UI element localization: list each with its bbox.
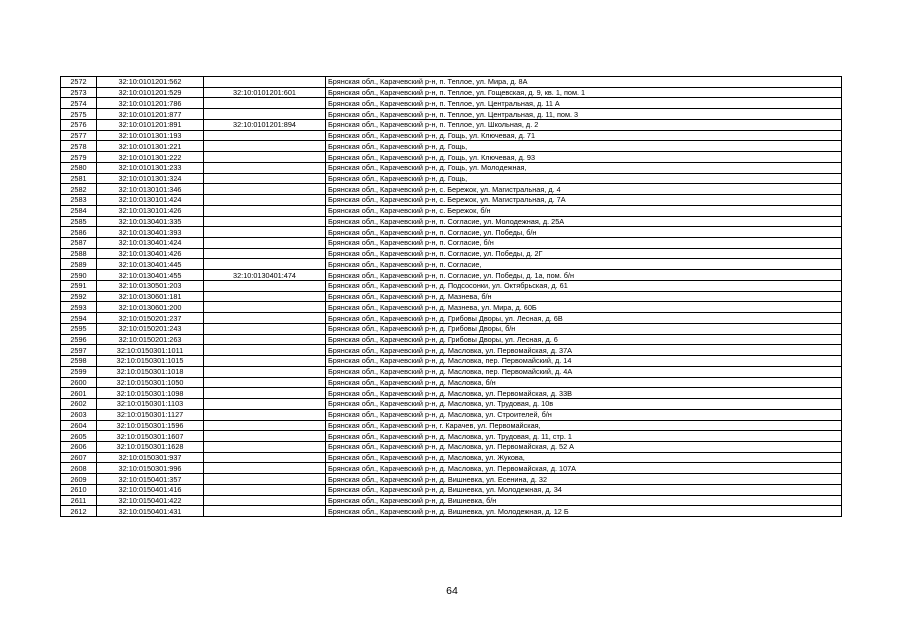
previous-cadastral-number-cell: [204, 280, 326, 291]
address-cell: Брянская обл., Карачевский р-н, д. Масловка, пер. Первомайский, д. 4А: [326, 366, 842, 377]
cadastral-number-cell: 32:10:0150301:1050: [97, 377, 204, 388]
row-number-cell: 2583: [61, 195, 97, 206]
row-number-cell: 2596: [61, 334, 97, 345]
address-cell: Брянская обл., Карачевский р-н, д. Масловка, б/н: [326, 377, 842, 388]
cadastral-number-cell: 32:10:0150301:1596: [97, 420, 204, 431]
previous-cadastral-number-cell: [204, 184, 326, 195]
address-cell: Брянская обл., Карачевский р-н, д. Масловка, ул. Первомайская, д. 37А: [326, 345, 842, 356]
previous-cadastral-number-cell: [204, 474, 326, 485]
cadastral-number-cell: 32:10:0150201:263: [97, 334, 204, 345]
row-number-cell: 2611: [61, 495, 97, 506]
cadastral-number-cell: 32:10:0130401:445: [97, 259, 204, 270]
table-row: [61, 195, 842, 206]
address-cell: Брянская обл., Карачевский р-н, п. Согласие, б/н: [326, 238, 842, 249]
row-number-cell: 2598: [61, 356, 97, 367]
address-cell: Брянская обл., Карачевский р-н, п. Теплое, ул. Мира, д. 8А: [326, 77, 842, 88]
row-number-cell: 2589: [61, 259, 97, 270]
previous-cadastral-number-cell: [204, 173, 326, 184]
table-row: [61, 152, 842, 163]
address-cell: Брянская обл., Карачевский р-н, д. Масловка, ул. Первомайская, д. 52 А: [326, 441, 842, 452]
row-number-cell: 2599: [61, 366, 97, 377]
address-cell: Брянская обл., Карачевский р-н, д. Вишневка, ул. Молодежная, д. 34: [326, 484, 842, 495]
address-cell: Брянская обл., Карачевский р-н, г. Карачев, ул. Первомайская,: [326, 420, 842, 431]
address-cell: Брянская обл., Карачевский р-н, д. Вишневка, ул. Есенина, д. 32: [326, 474, 842, 485]
address-cell: Брянская обл., Карачевский р-н, п. Согласие, ул. Победы, б/н: [326, 227, 842, 238]
previous-cadastral-number-cell: [204, 431, 326, 442]
address-cell: Брянская обл., Карачевский р-н, п. Согласие, ул. Победы, д. 2Г: [326, 248, 842, 259]
row-number-cell: 2584: [61, 205, 97, 216]
previous-cadastral-number-cell: [204, 195, 326, 206]
previous-cadastral-number-cell: [204, 109, 326, 120]
previous-cadastral-number-cell: [204, 441, 326, 452]
table-row: [61, 77, 842, 88]
previous-cadastral-number-cell: [204, 452, 326, 463]
cadastral-number-cell: 32:10:0101301:221: [97, 141, 204, 152]
address-cell: Брянская обл., Карачевский р-н, п. Теплое, ул. Центральная, д. 11, пом. 3: [326, 109, 842, 120]
previous-cadastral-number-cell: [204, 141, 326, 152]
table-row: [61, 141, 842, 152]
previous-cadastral-number-cell: [204, 216, 326, 227]
table-row: [61, 109, 842, 120]
cadastral-number-cell: 32:10:0101201:529: [97, 87, 204, 98]
cadastral-number-cell: 32:10:0150301:1015: [97, 356, 204, 367]
table-row: [61, 366, 842, 377]
previous-cadastral-number-cell: [204, 248, 326, 259]
cadastral-number-cell: 32:10:0101301:324: [97, 173, 204, 184]
row-number-cell: 2612: [61, 506, 97, 517]
cadastral-number-cell: 32:10:0130101:424: [97, 195, 204, 206]
cadastral-number-cell: 32:10:0150301:1018: [97, 366, 204, 377]
previous-cadastral-number-cell: [204, 463, 326, 474]
row-number-cell: 2575: [61, 109, 97, 120]
address-cell: Брянская обл., Карачевский р-н, д. Мазнева, б/н: [326, 291, 842, 302]
cadastral-number-cell: 32:10:0150401:422: [97, 495, 204, 506]
row-number-cell: 2574: [61, 98, 97, 109]
row-number-cell: 2587: [61, 238, 97, 249]
table-row: [61, 452, 842, 463]
table-row: [61, 173, 842, 184]
table-row: [61, 98, 842, 109]
table-row: [61, 119, 842, 130]
cadastral-number-cell: 32:10:0150301:1127: [97, 409, 204, 420]
address-cell: Брянская обл., Карачевский р-н, с. Бережок, ул. Магистральная, д. 4: [326, 184, 842, 195]
cadastral-number-cell: 32:10:0130401:424: [97, 238, 204, 249]
cadastral-number-cell: 32:10:0101201:891: [97, 119, 204, 130]
row-number-cell: 2572: [61, 77, 97, 88]
previous-cadastral-number-cell: [204, 334, 326, 345]
row-number-cell: 2580: [61, 162, 97, 173]
previous-cadastral-number-cell: 32:10:0101201:601: [204, 87, 326, 98]
table-row: [61, 334, 842, 345]
address-cell: Брянская обл., Карачевский р-н, с. Бережок, б/н: [326, 205, 842, 216]
table-row: [61, 291, 842, 302]
previous-cadastral-number-cell: [204, 366, 326, 377]
address-cell: Брянская обл., Карачевский р-н, д. Масловка, ул. Первомайская, д. 33В: [326, 388, 842, 399]
address-cell: Брянская обл., Карачевский р-н, д. Гощь, ул. Молодежная,: [326, 162, 842, 173]
cadastral-number-cell: 32:10:0130401:426: [97, 248, 204, 259]
cadastral-number-cell: 32:10:0101201:562: [97, 77, 204, 88]
cadastral-number-cell: 32:10:0101201:786: [97, 98, 204, 109]
previous-cadastral-number-cell: [204, 420, 326, 431]
table-row: [61, 474, 842, 485]
row-number-cell: 2577: [61, 130, 97, 141]
cadastral-number-cell: 32:10:0150401:431: [97, 506, 204, 517]
previous-cadastral-number-cell: [204, 323, 326, 334]
address-cell: Брянская обл., Карачевский р-н, п. Теплое, ул. Гощевская, д. 9, кв. 1, пом. 1: [326, 87, 842, 98]
address-cell: Брянская обл., Карачевский р-н, д. Гощь,: [326, 141, 842, 152]
cadastral-number-cell: 32:10:0130601:200: [97, 302, 204, 313]
table-row: [61, 205, 842, 216]
cadastral-number-cell: 32:10:0130401:335: [97, 216, 204, 227]
previous-cadastral-number-cell: [204, 484, 326, 495]
previous-cadastral-number-cell: [204, 345, 326, 356]
cadastral-number-cell: 32:10:0150401:416: [97, 484, 204, 495]
register-table-body: [61, 77, 842, 517]
page-number: 64: [446, 585, 458, 597]
previous-cadastral-number-cell: [204, 98, 326, 109]
cadastral-number-cell: 32:10:0150301:1011: [97, 345, 204, 356]
address-cell: Брянская обл., Карачевский р-н, д. Вишневка, б/н: [326, 495, 842, 506]
previous-cadastral-number-cell: [204, 291, 326, 302]
table-row: [61, 259, 842, 270]
cadastral-number-cell: 32:10:0150301:937: [97, 452, 204, 463]
table-row: [61, 184, 842, 195]
address-cell: Брянская обл., Карачевский р-н, п. Согласие, ул. Молодежная, д. 25А: [326, 216, 842, 227]
address-cell: Брянская обл., Карачевский р-н, д. Масловка, ул. Первомайская, д. 107А: [326, 463, 842, 474]
address-cell: Брянская обл., Карачевский р-н, д. Мазнева, ул. Мира, д. 60Б: [326, 302, 842, 313]
table-row: [61, 323, 842, 334]
cadastral-number-cell: 32:10:0130601:181: [97, 291, 204, 302]
table-row: [61, 227, 842, 238]
row-number-cell: 2593: [61, 302, 97, 313]
previous-cadastral-number-cell: [204, 238, 326, 249]
row-number-cell: 2605: [61, 431, 97, 442]
previous-cadastral-number-cell: [204, 356, 326, 367]
table-row: [61, 345, 842, 356]
cadastral-number-cell: 32:10:0101301:233: [97, 162, 204, 173]
table-row: [61, 238, 842, 249]
previous-cadastral-number-cell: [204, 205, 326, 216]
cadastral-number-cell: 32:10:0101201:877: [97, 109, 204, 120]
previous-cadastral-number-cell: [204, 227, 326, 238]
table-row: [61, 216, 842, 227]
previous-cadastral-number-cell: [204, 409, 326, 420]
row-number-cell: 2586: [61, 227, 97, 238]
address-cell: Брянская обл., Карачевский р-н, д. Вишневка, ул. Молодежная, д. 12 Б: [326, 506, 842, 517]
row-number-cell: 2597: [61, 345, 97, 356]
row-number-cell: 2609: [61, 474, 97, 485]
table-row: [61, 420, 842, 431]
cadastral-number-cell: 32:10:0101301:222: [97, 152, 204, 163]
cadastral-number-cell: 32:10:0150201:237: [97, 313, 204, 324]
row-number-cell: 2573: [61, 87, 97, 98]
row-number-cell: 2595: [61, 323, 97, 334]
previous-cadastral-number-cell: [204, 399, 326, 410]
row-number-cell: 2606: [61, 441, 97, 452]
cadastral-number-cell: 32:10:0150301:1607: [97, 431, 204, 442]
table-row: [61, 506, 842, 517]
cadastral-number-cell: 32:10:0150201:243: [97, 323, 204, 334]
previous-cadastral-number-cell: [204, 77, 326, 88]
table-row: [61, 356, 842, 367]
table-row: [61, 399, 842, 410]
address-cell: Брянская обл., Карачевский р-н, д. Гощь, ул. Ключевая, д. 71: [326, 130, 842, 141]
table-row: [61, 162, 842, 173]
cadastral-number-cell: 32:10:0130501:203: [97, 280, 204, 291]
row-number-cell: 2594: [61, 313, 97, 324]
table-row: [61, 280, 842, 291]
address-cell: Брянская обл., Карачевский р-н, п. Теплое, ул. Школьная, д. 2: [326, 119, 842, 130]
row-number-cell: 2590: [61, 270, 97, 281]
table-row: [61, 248, 842, 259]
row-number-cell: 2581: [61, 173, 97, 184]
address-cell: Брянская обл., Карачевский р-н, д. Масловка, ул. Жукова,: [326, 452, 842, 463]
previous-cadastral-number-cell: [204, 152, 326, 163]
table-row: [61, 495, 842, 506]
previous-cadastral-number-cell: [204, 506, 326, 517]
row-number-cell: 2608: [61, 463, 97, 474]
cadastral-number-cell: 32:10:0101301:193: [97, 130, 204, 141]
address-cell: Брянская обл., Карачевский р-н, д. Масловка, пер. Первомайский, д. 14: [326, 356, 842, 367]
previous-cadastral-number-cell: [204, 302, 326, 313]
row-number-cell: 2607: [61, 452, 97, 463]
table-row: [61, 388, 842, 399]
table-row: [61, 130, 842, 141]
previous-cadastral-number-cell: 32:10:0101201:894: [204, 119, 326, 130]
table-row: [61, 409, 842, 420]
table-row: [61, 302, 842, 313]
cadastral-register-table: [60, 76, 842, 517]
table-row: [61, 463, 842, 474]
address-cell: Брянская обл., Карачевский р-н, д. Грибовы Дворы, ул. Лесная, д. 6: [326, 334, 842, 345]
cadastral-number-cell: 32:10:0150301:1628: [97, 441, 204, 452]
row-number-cell: 2600: [61, 377, 97, 388]
table-row: [61, 377, 842, 388]
previous-cadastral-number-cell: [204, 313, 326, 324]
address-cell: Брянская обл., Карачевский р-н, д. Масловка, ул. Трудовая, д. 10в: [326, 399, 842, 410]
cadastral-number-cell: 32:10:0150301:1098: [97, 388, 204, 399]
row-number-cell: 2610: [61, 484, 97, 495]
address-cell: Брянская обл., Карачевский р-н, п. Теплое, ул. Центральная, д. 11 А: [326, 98, 842, 109]
address-cell: Брянская обл., Карачевский р-н, д. Подсосонки, ул. Октябрьская, д. 61: [326, 280, 842, 291]
previous-cadastral-number-cell: [204, 388, 326, 399]
address-cell: Брянская обл., Карачевский р-н, д. Гощь,: [326, 173, 842, 184]
row-number-cell: 2578: [61, 141, 97, 152]
table-row: [61, 441, 842, 452]
previous-cadastral-number-cell: [204, 162, 326, 173]
cadastral-number-cell: 32:10:0130101:426: [97, 205, 204, 216]
table-row: [61, 270, 842, 281]
cadastral-number-cell: 32:10:0150301:996: [97, 463, 204, 474]
row-number-cell: 2603: [61, 409, 97, 420]
previous-cadastral-number-cell: [204, 130, 326, 141]
row-number-cell: 2602: [61, 399, 97, 410]
table-row: [61, 87, 842, 98]
address-cell: Брянская обл., Карачевский р-н, д. Масловка, ул. Трудовая, д. 11, стр. 1: [326, 431, 842, 442]
row-number-cell: 2576: [61, 119, 97, 130]
table-row: [61, 484, 842, 495]
address-cell: Брянская обл., Карачевский р-н, д. Гощь, ул. Ключевая, д. 93: [326, 152, 842, 163]
row-number-cell: 2591: [61, 280, 97, 291]
cadastral-number-cell: 32:10:0130401:455: [97, 270, 204, 281]
cadastral-number-cell: 32:10:0150401:357: [97, 474, 204, 485]
row-number-cell: 2588: [61, 248, 97, 259]
row-number-cell: 2592: [61, 291, 97, 302]
previous-cadastral-number-cell: 32:10:0130401:474: [204, 270, 326, 281]
address-cell: Брянская обл., Карачевский р-н, п. Согласие, ул. Победы, д. 1а, пом. б/н: [326, 270, 842, 281]
address-cell: Брянская обл., Карачевский р-н, с. Бережок, ул. Магистральная, д. 7А: [326, 195, 842, 206]
row-number-cell: 2601: [61, 388, 97, 399]
table-row: [61, 431, 842, 442]
row-number-cell: 2585: [61, 216, 97, 227]
previous-cadastral-number-cell: [204, 259, 326, 270]
cadastral-number-cell: 32:10:0130101:346: [97, 184, 204, 195]
cadastral-number-cell: 32:10:0130401:393: [97, 227, 204, 238]
row-number-cell: 2604: [61, 420, 97, 431]
previous-cadastral-number-cell: [204, 377, 326, 388]
address-cell: Брянская обл., Карачевский р-н, п. Согласие,: [326, 259, 842, 270]
table-row: [61, 313, 842, 324]
row-number-cell: 2579: [61, 152, 97, 163]
address-cell: Брянская обл., Карачевский р-н, д. Масловка, ул. Строителей, б/н: [326, 409, 842, 420]
cadastral-number-cell: 32:10:0150301:1103: [97, 399, 204, 410]
address-cell: Брянская обл., Карачевский р-н, д. Грибовы Дворы, ул. Лесная, д. 6В: [326, 313, 842, 324]
address-cell: Брянская обл., Карачевский р-н, д. Грибовы Дворы, б/н: [326, 323, 842, 334]
row-number-cell: 2582: [61, 184, 97, 195]
previous-cadastral-number-cell: [204, 495, 326, 506]
